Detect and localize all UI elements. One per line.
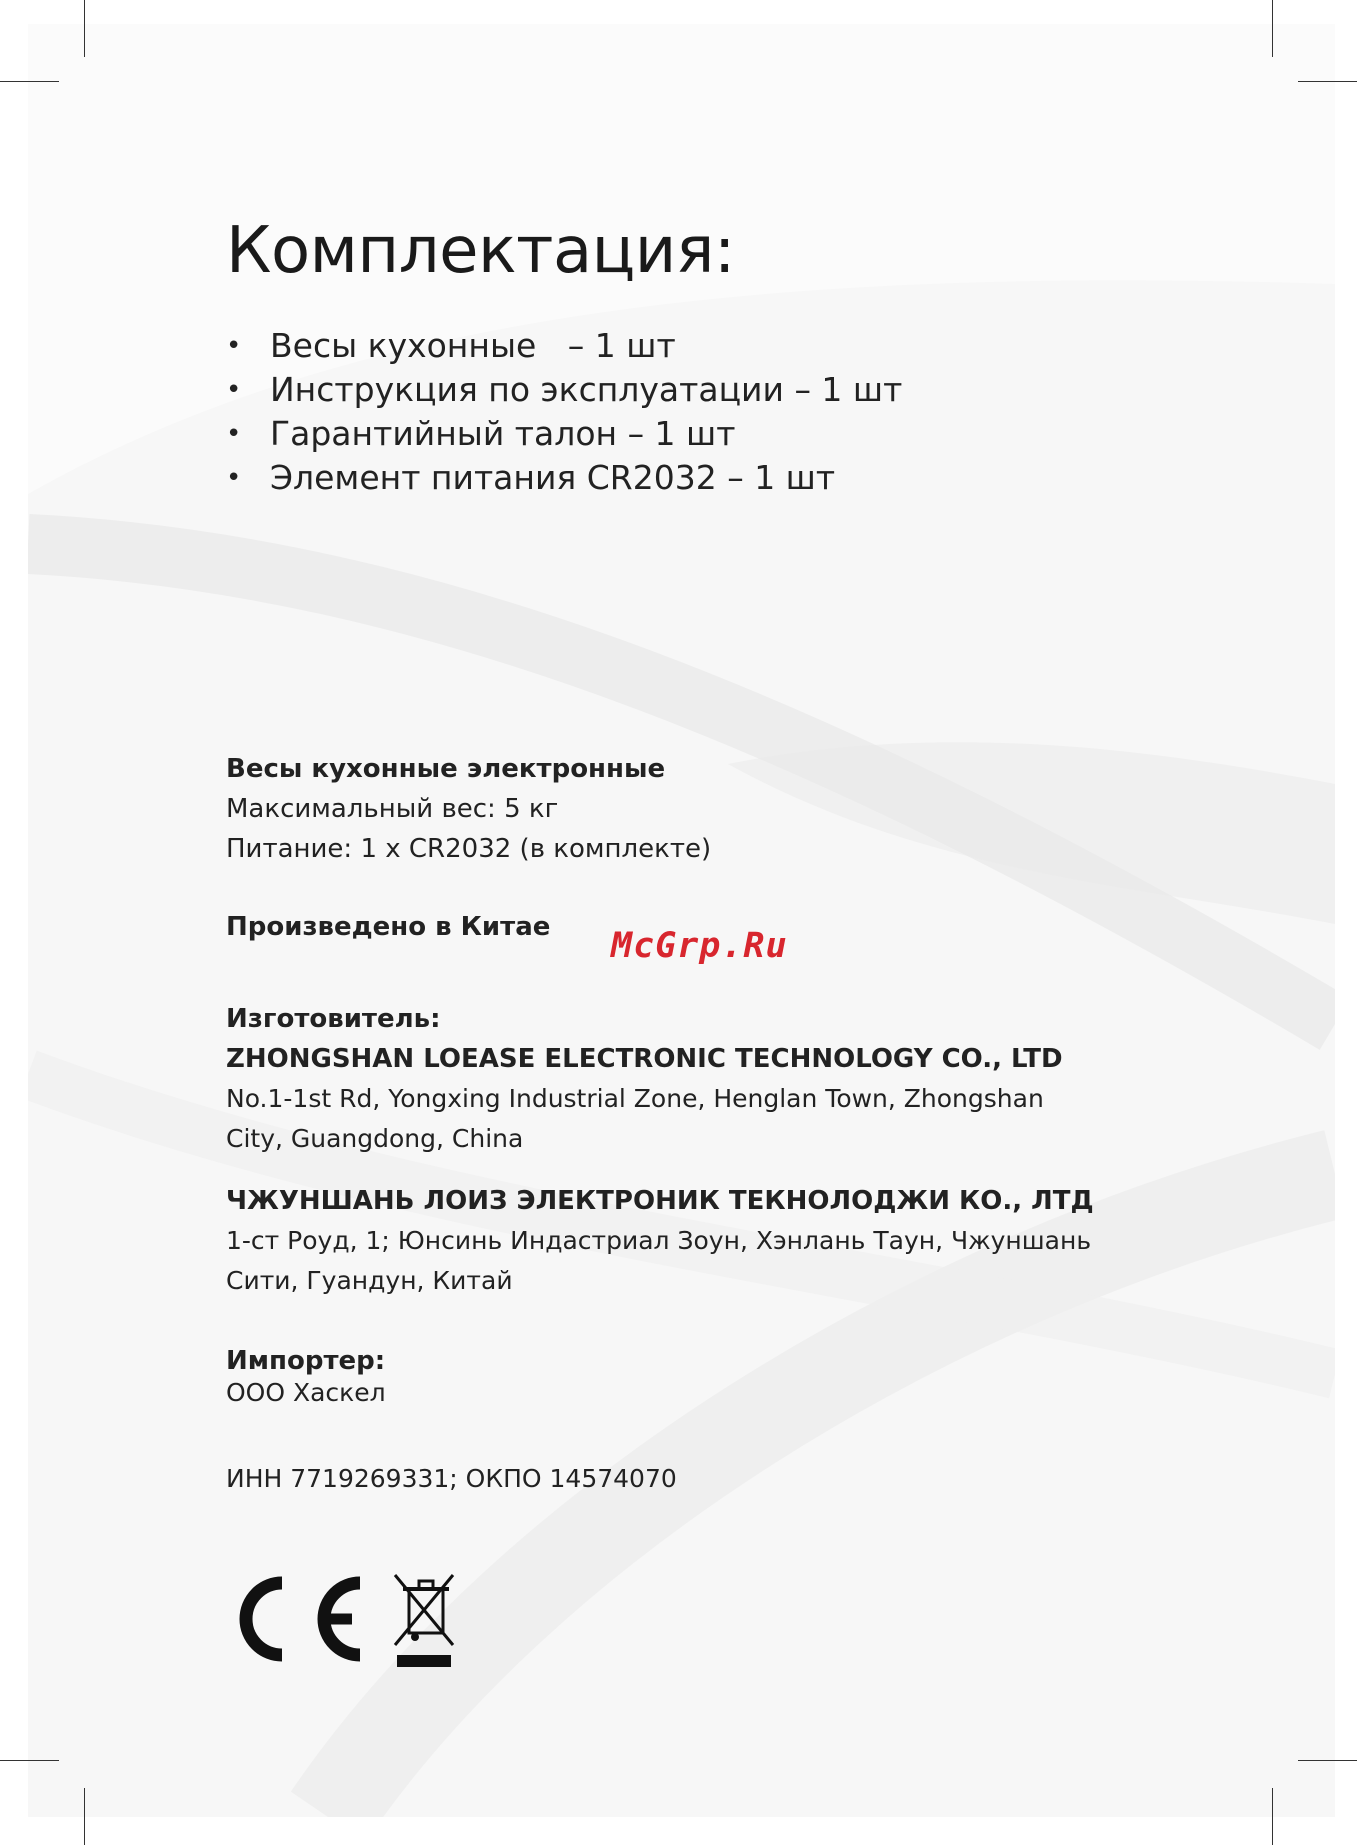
watermark-text: McGrp.Ru bbox=[611, 926, 788, 966]
product-specs bbox=[226, 749, 711, 869]
list-item-text: Весы кухонные – 1 шт bbox=[270, 326, 676, 365]
crop-mark bbox=[1298, 81, 1357, 82]
manufacturer-address-ru-line2: Сити, Гуандун, Китай bbox=[226, 1266, 513, 1295]
importer-name: ООО Хаскел bbox=[226, 1378, 386, 1407]
manufacturer-address-ru-line1: 1-ст Роуд, 1; Юнсинь Индастриал Зоун, Хэнлань Таун, Чжуншань bbox=[226, 1226, 1092, 1255]
product-max-weight: Максимальный вес: 5 кг bbox=[226, 794, 559, 824]
ce-mark-icon bbox=[226, 1569, 366, 1669]
importer-label: Импортер: bbox=[226, 1346, 386, 1376]
list-item-text: Инструкция по эксплуатации – 1 шт bbox=[270, 370, 903, 409]
crop-mark bbox=[0, 81, 59, 82]
crop-mark bbox=[1298, 1760, 1357, 1761]
crop-mark bbox=[1272, 0, 1273, 57]
importer-section bbox=[226, 1344, 386, 1408]
page-title: Комплектация: bbox=[226, 214, 735, 288]
package-contents-list bbox=[226, 324, 902, 500]
manufacturer-section bbox=[226, 999, 1094, 1301]
crop-mark bbox=[84, 1788, 85, 1845]
certification-marks bbox=[226, 1569, 459, 1669]
manufacturer-label: Изготовитель: bbox=[226, 1004, 441, 1034]
list-item-text: Гарантийный талон – 1 шт bbox=[270, 414, 736, 453]
manufacturer-name-en: ZHONGSHAN LOEASE ELECTRONIC TECHNOLOGY CO., LTD bbox=[226, 1044, 1063, 1074]
list-item bbox=[226, 324, 902, 368]
bullet: • bbox=[226, 375, 242, 405]
product-name: Весы кухонные электронные bbox=[226, 754, 666, 784]
list-item bbox=[226, 412, 902, 456]
background-wave-decoration bbox=[28, 24, 1335, 1817]
product-power: Питание: 1 х CR2032 (в комплекте) bbox=[226, 834, 712, 864]
crop-mark bbox=[1272, 1788, 1273, 1845]
registration-ids: ИНН 7719269331; ОКПО 14574070 bbox=[226, 1464, 677, 1493]
bullet: • bbox=[226, 463, 242, 493]
manufacturer-address-en-line2: City, Guangdong, China bbox=[226, 1124, 524, 1153]
bullet: • bbox=[226, 419, 242, 449]
manufacturer-address-en-line1: No.1-1st Rd, Yongxing Industrial Zone, Henglan Town, Zhongshan bbox=[226, 1084, 1044, 1113]
list-item-text: Элемент питания CR2032 – 1 шт bbox=[270, 458, 836, 497]
list-item bbox=[226, 456, 902, 500]
weee-crossed-bin-icon bbox=[389, 1569, 459, 1669]
bullet: • bbox=[226, 331, 242, 361]
list-item bbox=[226, 368, 902, 412]
manufacturer-name-ru: ЧЖУНШАНЬ ЛОИЗ ЭЛЕКТРОНИК ТЕКНОЛОДЖИ КО., ЛТД bbox=[226, 1186, 1094, 1216]
made-in-label: Произведено в Китае bbox=[226, 912, 551, 942]
document-page bbox=[28, 24, 1335, 1817]
crop-mark bbox=[0, 1760, 59, 1761]
crop-mark bbox=[84, 0, 85, 57]
